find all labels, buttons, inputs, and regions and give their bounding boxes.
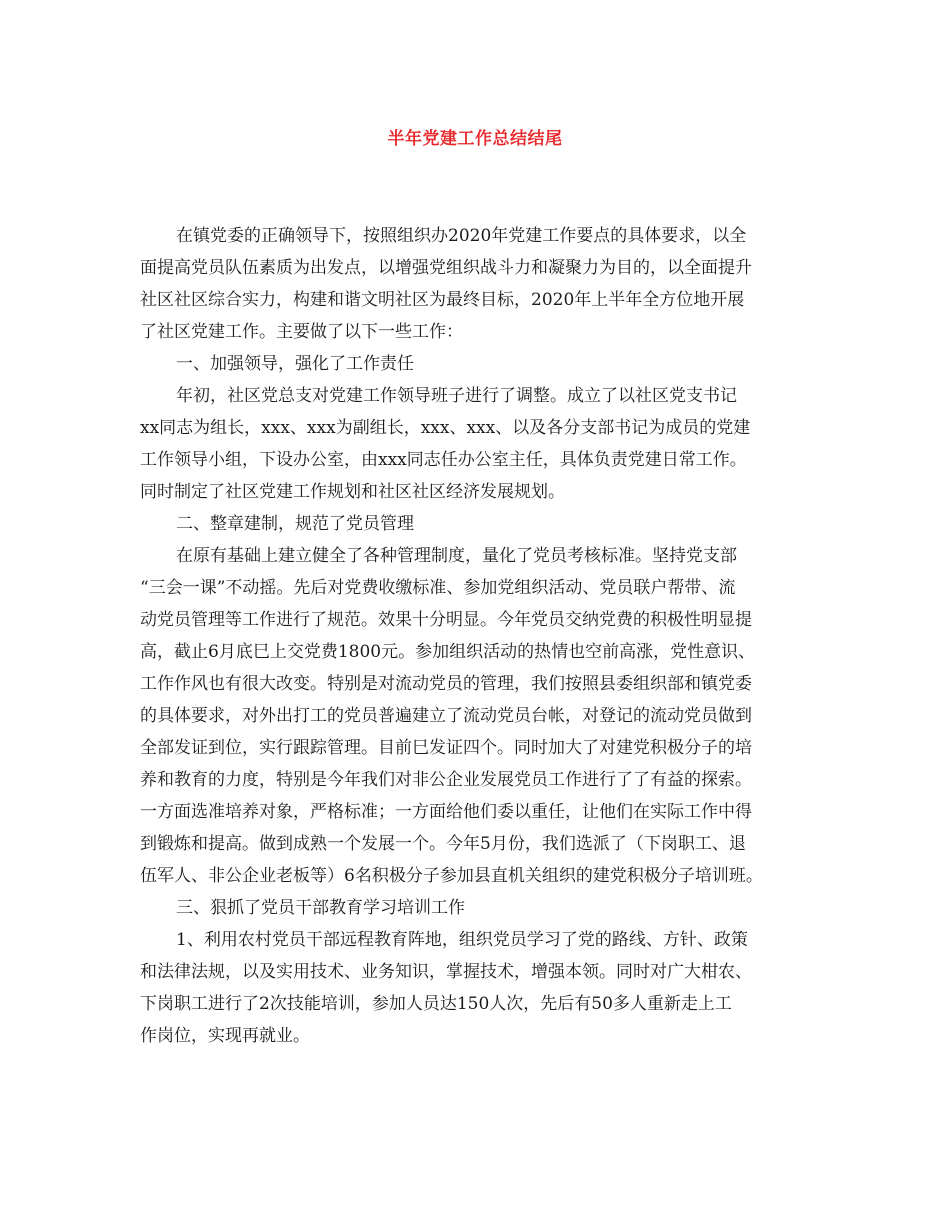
text-line: 三、狠抓了党员干部教育学习培训工作 bbox=[176, 898, 465, 918]
text-line: 工作作风也有很大改变。特别是对流动党员的管理，我们按照县委组织部和镇党委 bbox=[140, 674, 752, 694]
text-line: 了社区党建工作。主要做了以下一些工作： bbox=[140, 322, 463, 342]
text-line: 和法律法规，以及实用技术、业务知识，掌握技术，增强本领。同时对广大柑农、 bbox=[140, 962, 752, 982]
text-line: 1、利用农村党员干部远程教育阵地，组织党员学习了党的路线、方针、政策 bbox=[176, 930, 748, 950]
text-line: 同时制定了社区党建工作规划和社区社区经济发展规划。 bbox=[140, 482, 565, 502]
text-line: 一方面选准培养对象，严格标准；一方面给他们委以重任，让他们在实际工作中得 bbox=[140, 802, 752, 822]
text-line: 养和教育的力度，特别是今年我们对非公企业发展党员工作进行了了有益的探索。 bbox=[140, 770, 752, 790]
text-line: 工作领导小组，下设办公室，由xxx同志任办公室主任，具体负责党建日常工作。 bbox=[140, 450, 747, 470]
text-line: xx同志为组长，xxx、xxx为副组长，xxx、xxx、以及各分支部书记为成员的党建 bbox=[140, 418, 751, 438]
text-line: 的具体要求，对外出打工的党员普遍建立了流动党员台帐，对登记的流动党员做到 bbox=[140, 706, 752, 726]
text-line: 社区社区综合实力，构建和谐文明社区为最终目标，2020年上半年全方位地开展 bbox=[140, 290, 745, 310]
text-line: 在原有基础上建立健全了各种管理制度，量化了党员考核标准。坚持党支部 bbox=[176, 546, 737, 566]
text-line: 一、加强领导，强化了工作责任 bbox=[176, 354, 414, 374]
text-line: 动党员管理等工作进行了规范。效果十分明显。今年党员交纳党费的积极性明显提 bbox=[140, 610, 752, 630]
text-line: 作岗位，实现再就业。 bbox=[140, 1026, 310, 1046]
text-line: 伍军人、非公企业老板等）6名积极分子参加县直机关组织的建党积极分子培训班。 bbox=[140, 866, 763, 886]
text-line: 高，截止6月底巳上交党费1800元。参加组织活动的热情也空前高涨，党性意识、 bbox=[140, 642, 756, 662]
document-title: 半年党建工作总结结尾 bbox=[387, 129, 563, 149]
document-body bbox=[140, 220, 830, 1052]
text-line: 面提高党员队伍素质为出发点，以增强党组织战斗力和凝聚力为目的，以全面提升 bbox=[140, 258, 752, 278]
text-line: 下岗职工进行了2次技能培训，参加人员达150人次，先后有50多人重新走上工 bbox=[140, 994, 732, 1014]
text-line: 年初，社区党总支对党建工作领导班子进行了调整。成立了以社区党支书记 bbox=[176, 386, 737, 406]
text-line: 二、整章建制，规范了党员管理 bbox=[176, 514, 414, 534]
text-line: 在镇党委的正确领导下，按照组织办2020年党建工作要点的具体要求，以全 bbox=[176, 226, 747, 246]
text-line: 到锻炼和提高。做到成熟一个发展一个。今年5月份，我们选派了（下岗职工、退 bbox=[140, 834, 746, 854]
text-line: 全部发证到位，实行跟踪管理。目前巳发证四个。同时加大了对建党积极分子的培 bbox=[140, 738, 752, 758]
text-line: “三会一课”不动摇。先后对党费收缴标准、参加党组织活动、党员联户帮带、流 bbox=[140, 578, 736, 598]
